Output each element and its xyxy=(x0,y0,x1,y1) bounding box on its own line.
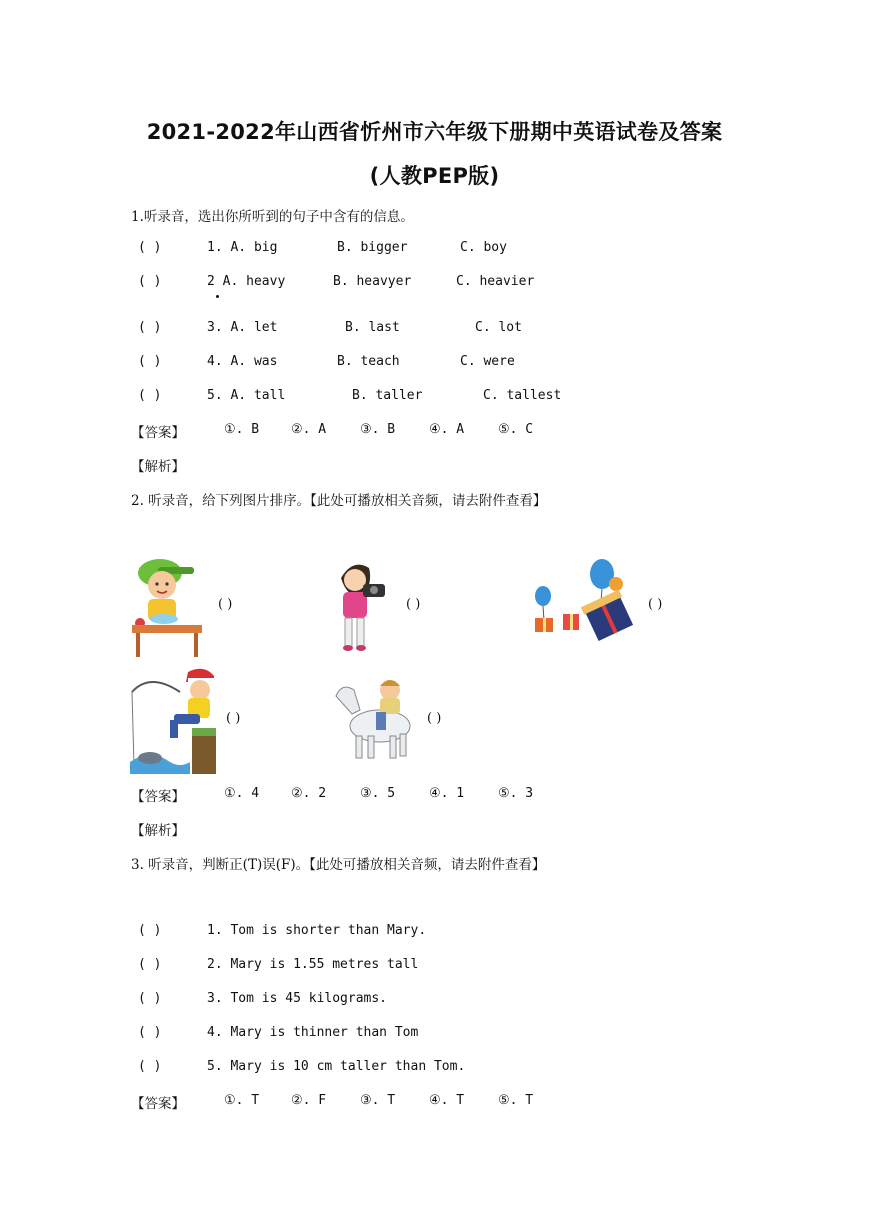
option-c: C. lot xyxy=(475,320,522,335)
answer-item: ④. T xyxy=(429,1093,465,1108)
boy-horse-image xyxy=(330,676,416,762)
answer-item: ③. B xyxy=(360,422,396,437)
option-b: B. heavyer xyxy=(333,274,412,289)
girl-camera-image xyxy=(333,558,393,654)
stray-dot xyxy=(216,295,219,298)
option-a: 4. A. was xyxy=(207,354,278,369)
answer-blank[interactable]: ( ) xyxy=(218,597,233,612)
statement: 3. Tom is 45 kilograms. xyxy=(207,991,388,1006)
option-c: C. boy xyxy=(460,240,507,255)
answer-blank[interactable]: ( ) xyxy=(138,240,162,255)
answer-item: ①. 4 xyxy=(224,786,260,801)
answer-item: ③. T xyxy=(360,1093,396,1108)
page-title: 2021-2022年山西省忻州市六年级下册期中英语试卷及答案 xyxy=(146,120,723,144)
answer-label: 【答案】 xyxy=(131,789,185,805)
option-a: 3. A. let xyxy=(207,320,278,335)
q3-instruction: 3. 听录音，判断正(T)误(F)。【此处可播放相关音频，请去附件查看】 xyxy=(131,857,546,873)
answer-blank[interactable]: ( ) xyxy=(138,1059,162,1074)
answer-blank[interactable]: ( ) xyxy=(138,957,162,972)
answer-item: ④. 1 xyxy=(429,786,465,801)
balloons-gifts-image xyxy=(530,556,634,644)
analysis-label: 【解析】 xyxy=(131,459,185,475)
answer-blank[interactable]: ( ) xyxy=(427,711,442,726)
answer-blank[interactable]: ( ) xyxy=(138,388,162,403)
option-c: C. heavier xyxy=(456,274,535,289)
q2-instruction: 2. 听录音，给下列图片排序。【此处可播放相关音频，请去附件查看】 xyxy=(131,493,547,509)
answer-item: ③. 5 xyxy=(360,786,396,801)
q1-instruction: 1.听录音，选出你所听到的句子中含有的信息。 xyxy=(131,209,414,225)
answer-item: ②. 2 xyxy=(291,786,327,801)
option-b: B. bigger xyxy=(337,240,408,255)
answer-blank[interactable]: ( ) xyxy=(138,354,162,369)
option-b: B. taller xyxy=(352,388,423,403)
boy-fishing-image xyxy=(130,662,218,774)
option-b: B. last xyxy=(345,320,400,335)
answer-item: ④. A xyxy=(429,422,465,437)
option-a: 5. A. tall xyxy=(207,388,286,403)
statement: 4. Mary is thinner than Tom xyxy=(207,1025,419,1040)
answer-blank[interactable]: ( ) xyxy=(226,711,241,726)
option-a: 2 A. heavy xyxy=(207,274,286,289)
answer-item: ①. T xyxy=(224,1093,260,1108)
option-a: 1. A. big xyxy=(207,240,278,255)
option-b: B. teach xyxy=(337,354,400,369)
answer-blank[interactable]: ( ) xyxy=(406,597,421,612)
option-c: C. were xyxy=(460,354,515,369)
answer-item: ②. A xyxy=(291,422,327,437)
answer-item: ⑤. C xyxy=(498,422,534,437)
answer-blank[interactable]: ( ) xyxy=(138,991,162,1006)
boy-eating-image xyxy=(130,553,206,659)
answer-blank[interactable]: ( ) xyxy=(138,320,162,335)
answer-label: 【答案】 xyxy=(131,425,185,441)
statement: 1. Tom is shorter than Mary. xyxy=(207,923,427,938)
answer-item: ②. F xyxy=(291,1093,327,1108)
page-subtitle: (人教PEP版) xyxy=(369,164,500,188)
answer-item: ①. B xyxy=(224,422,260,437)
answer-item: ⑤. 3 xyxy=(498,786,534,801)
answer-item: ⑤. T xyxy=(498,1093,534,1108)
statement: 5. Mary is 10 cm taller than Tom. xyxy=(207,1059,466,1074)
answer-blank[interactable]: ( ) xyxy=(138,923,162,938)
statement: 2. Mary is 1.55 metres tall xyxy=(207,957,419,972)
answer-blank[interactable]: ( ) xyxy=(648,597,663,612)
analysis-label: 【解析】 xyxy=(131,823,185,839)
option-c: C. tallest xyxy=(483,388,562,403)
answer-blank[interactable]: ( ) xyxy=(138,274,162,289)
answer-blank[interactable]: ( ) xyxy=(138,1025,162,1040)
answer-label: 【答案】 xyxy=(131,1096,185,1112)
